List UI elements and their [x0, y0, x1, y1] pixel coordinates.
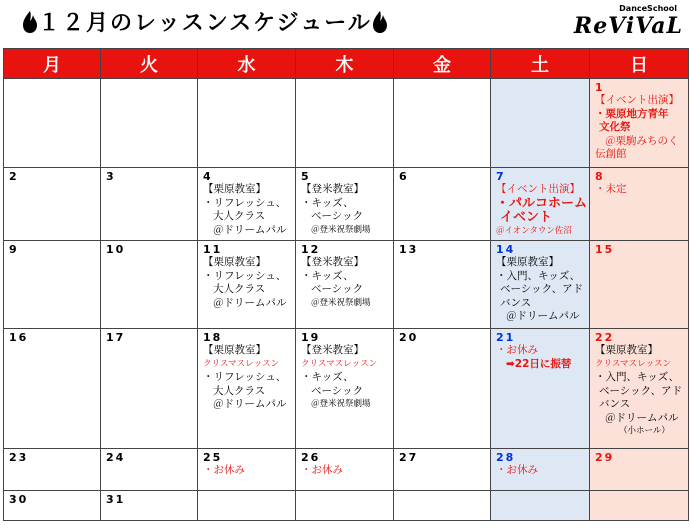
day-cell: [4, 79, 101, 168]
day-number: 17: [106, 331, 126, 344]
day-cell: [394, 491, 491, 521]
class-name: 【栗原教室】: [203, 344, 266, 356]
day-cell-sunday: [590, 79, 689, 168]
class-location: ＠ドリームパル: [213, 398, 287, 410]
class-detail: 大人クラス: [213, 384, 266, 397]
day-number: 30: [9, 493, 29, 506]
class-name: 【登米教室】: [301, 344, 364, 356]
day-number: 22: [595, 331, 615, 344]
day-number: 18: [203, 331, 223, 344]
day-cell: [101, 79, 198, 168]
class-detail: ベーシック: [311, 210, 364, 222]
day-number: 6: [399, 170, 409, 183]
page-title: １２月のレッスンスケジュール: [38, 11, 372, 36]
day-cell-saturday: [491, 79, 590, 168]
class-detail: ・キッズ、: [301, 196, 354, 209]
event-line: 【イベント出演】: [595, 94, 679, 106]
weekday-tue: 火: [101, 49, 198, 79]
day-number: 15: [595, 243, 615, 256]
event-line: ・パルコホーム: [496, 195, 588, 211]
day-cell: [198, 491, 296, 521]
class-detail: 大人クラス: [213, 283, 266, 295]
class-detail: ベーシック: [311, 283, 364, 295]
class-detail: バンス: [599, 398, 631, 410]
day-number: 23: [9, 451, 29, 464]
day-number: 25: [203, 451, 223, 464]
event-line: ・未定: [595, 183, 627, 195]
week-row-6: [4, 491, 689, 521]
class-detail: ・キッズ、: [301, 269, 354, 282]
special-lesson: クリスマスレッスン: [301, 358, 378, 369]
day-number: 27: [399, 451, 419, 464]
day-number: 8: [595, 170, 605, 183]
event-location: ＠栗駒みちのく: [605, 134, 679, 147]
class-detail: ベーシック、アド: [599, 384, 683, 397]
day-number: 4: [203, 170, 213, 183]
class-location: ＠ドリームパル: [213, 223, 287, 236]
day-cell: [296, 491, 394, 521]
logo-name: ReViVaL: [573, 13, 683, 39]
day-number: 12: [301, 243, 321, 256]
class-detail: 大人クラス: [213, 210, 266, 222]
day-number: 14: [496, 243, 516, 256]
week-row-4: [4, 329, 689, 449]
day-number: 19: [301, 331, 321, 344]
event-line: 【イベント出演】: [496, 183, 580, 195]
week-row-3: [4, 241, 689, 329]
day-number: 2: [9, 170, 19, 183]
title-group: [22, 6, 388, 37]
day-number: 28: [496, 451, 516, 464]
day-number: 10: [106, 243, 126, 256]
logo-subtitle: DanceSchool: [619, 4, 677, 13]
class-location: ＠ドリームパル: [506, 310, 580, 322]
event-line: イベント: [500, 209, 553, 225]
event-line: 文化祭: [599, 121, 631, 133]
flame-icon: [22, 10, 38, 34]
day-cell: [198, 79, 296, 168]
day-number: 21: [496, 331, 516, 344]
class-detail: ・入門、キッズ、: [595, 371, 680, 383]
class-location-room: （小ホール）: [619, 426, 670, 436]
flame-icon: [372, 10, 388, 34]
holiday-note: ・お休み: [496, 464, 538, 476]
special-lesson: クリスマスレッスン: [203, 358, 280, 369]
day-cell: [296, 79, 394, 168]
weekday-mon: 月: [4, 49, 101, 79]
class-location: ＠ドリームパル: [213, 296, 287, 309]
class-detail: ベーシック、アド: [500, 283, 584, 295]
calendar-table: [3, 48, 689, 521]
event-location: ＠イオンタウン佐沼: [496, 225, 572, 236]
class-location: ＠登米祝祭劇場: [311, 399, 371, 409]
day-number: 20: [399, 331, 419, 344]
day-cell-saturday: [491, 491, 590, 521]
event-location: 伝創館: [595, 148, 627, 160]
holiday-note: ・お休み: [496, 344, 538, 356]
class-name: 【栗原教室】: [203, 183, 266, 195]
holiday-note: ・お休み: [301, 464, 343, 476]
class-detail: ・キッズ、: [301, 371, 354, 383]
day-cell: [394, 79, 491, 168]
day-number: 3: [106, 170, 116, 183]
week-row-5: [4, 449, 689, 491]
class-location: ＠登米祝祭劇場: [311, 224, 371, 235]
weekday-header-row: [4, 49, 689, 79]
class-detail: ・入門、キッズ、: [496, 269, 581, 282]
special-lesson: クリスマスレッスン: [595, 358, 672, 369]
class-detail: ベーシック: [311, 384, 364, 397]
weekday-sun: 日: [590, 49, 689, 79]
day-number: 1: [595, 81, 605, 94]
day-cell-sunday: [590, 491, 689, 521]
weekday-fri: 金: [394, 49, 491, 79]
day-number: 7: [496, 170, 506, 183]
class-detail: ・リフレッシュ、: [203, 269, 287, 282]
class-name: 【栗原教室】: [595, 344, 658, 356]
day-number: 11: [203, 243, 223, 256]
weekday-wed: 水: [198, 49, 296, 79]
holiday-note: ・お休み: [203, 464, 245, 476]
day-number: 26: [301, 451, 321, 464]
day-number: 24: [106, 451, 126, 464]
makeup-note: ➡22日に振替: [506, 357, 572, 370]
page-header: [0, 0, 691, 44]
class-location: ＠登米祝祭劇場: [311, 297, 371, 308]
day-number: 31: [106, 493, 126, 506]
day-number: 29: [595, 451, 615, 464]
day-number: 16: [9, 331, 29, 344]
class-name: 【栗原教室】: [203, 256, 266, 268]
day-number: 9: [9, 243, 19, 256]
weekday-thu: 木: [296, 49, 394, 79]
week-row-1: [4, 79, 689, 168]
class-detail: バンス: [500, 296, 532, 309]
class-name: 【登米教室】: [301, 183, 364, 195]
weekday-sat: 土: [491, 49, 590, 79]
class-name: 【登米教室】: [301, 256, 364, 268]
class-detail: ・リフレッシュ、: [203, 196, 287, 209]
day-number: 13: [399, 243, 419, 256]
week-row-2: [4, 168, 689, 241]
day-number: 5: [301, 170, 311, 183]
school-logo: [561, 4, 683, 42]
class-name: 【栗原教室】: [496, 256, 559, 268]
class-location: ＠ドリームパル: [605, 411, 679, 424]
event-line: ・栗原地方青年: [595, 107, 669, 120]
class-detail: ・リフレッシュ、: [203, 371, 287, 383]
